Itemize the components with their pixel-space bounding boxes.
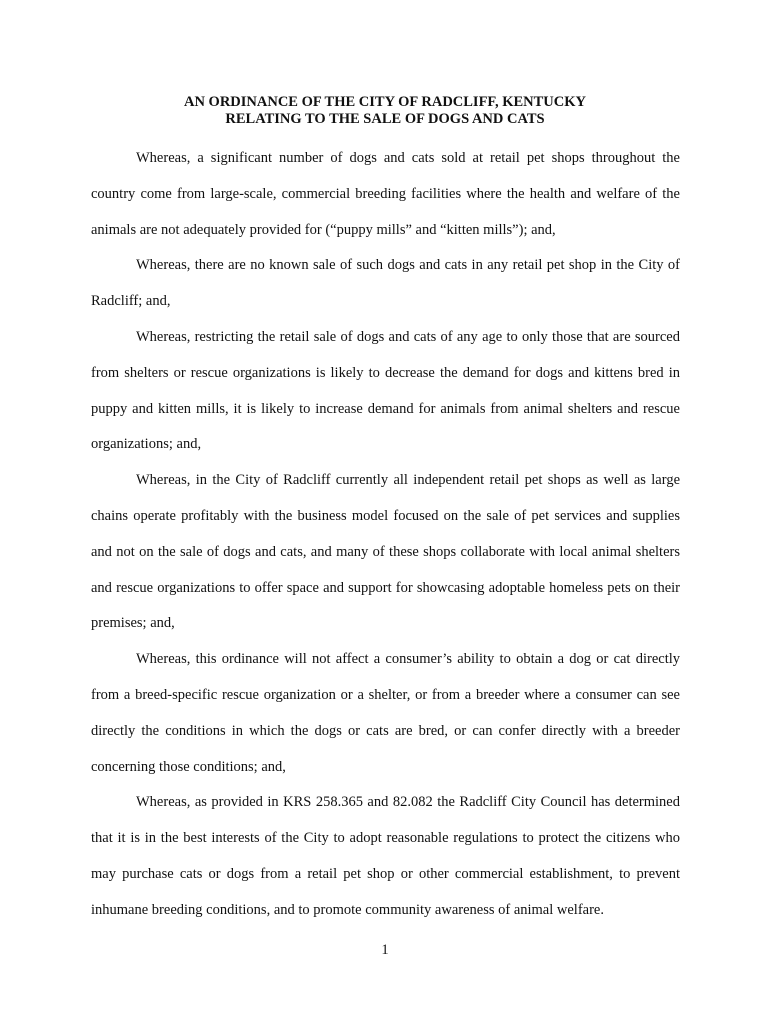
ordinance-title-line-2: RELATING TO THE SALE OF DOGS AND CATS	[225, 111, 545, 127]
whereas-paragraph-1: Whereas, a significant number of dogs and cats sold at retail pet shops throughout the country come from large-scale, commercial breeding facilities where the health and welfare of the animals are not adequately provided for (“puppy mills” and “kitten mills”); and,	[91, 150, 680, 238]
whereas-paragraph-5: Whereas, this ordinance will not affect a consumer’s ability to obtain a dog or cat directly from a breed-specific rescue organization or a shelter, or from a breeder where a consumer can see directly the conditions in which the dogs or cats are bred, or can confer directly with a breeder concerning those conditions; and,	[91, 651, 680, 775]
ordinance-title-line-1: AN ORDINANCE OF THE CITY OF RADCLIFF, KENTUCKY	[183, 94, 586, 110]
ordinance-body	[91, 141, 680, 929]
whereas-paragraph-6: Whereas, as provided in KRS 258.365 and 82.082 the Radcliff City Council has determined that it is in the best interests of the City to adopt reasonable regulations to protect the citizens who may purchase cats or dogs from a retail pet shop or other commercial establishment, to prevent inhumane breeding conditions, and to promote community awareness of animal welfare.	[91, 794, 680, 918]
whereas-paragraph-3: Whereas, restricting the retail sale of dogs and cats of any age to only those that are sourced from shelters or rescue organizations is likely to decrease the demand for dogs and kittens bred in puppy and kitten mills, it is likely to increase demand for animals from animal shelters and rescue organizations; and,	[91, 328, 680, 453]
whereas-paragraph-2: Whereas, there are no known sale of such dogs and cats in any retail pet shop in the City of Radcliff; and,	[91, 257, 680, 310]
page-number: 1	[381, 942, 389, 958]
whereas-paragraph-4: Whereas, in the City of Radcliff currently all independent retail pet shops as well as large chains operate profitably with the business model focused on the sale of pet services and supplies and not on the sale of dogs and cats, and many of these shops collaborate with local animal shelters and rescue organizations to offer space and support for showcasing adoptable homeless pets on their premises; and,	[91, 472, 680, 632]
